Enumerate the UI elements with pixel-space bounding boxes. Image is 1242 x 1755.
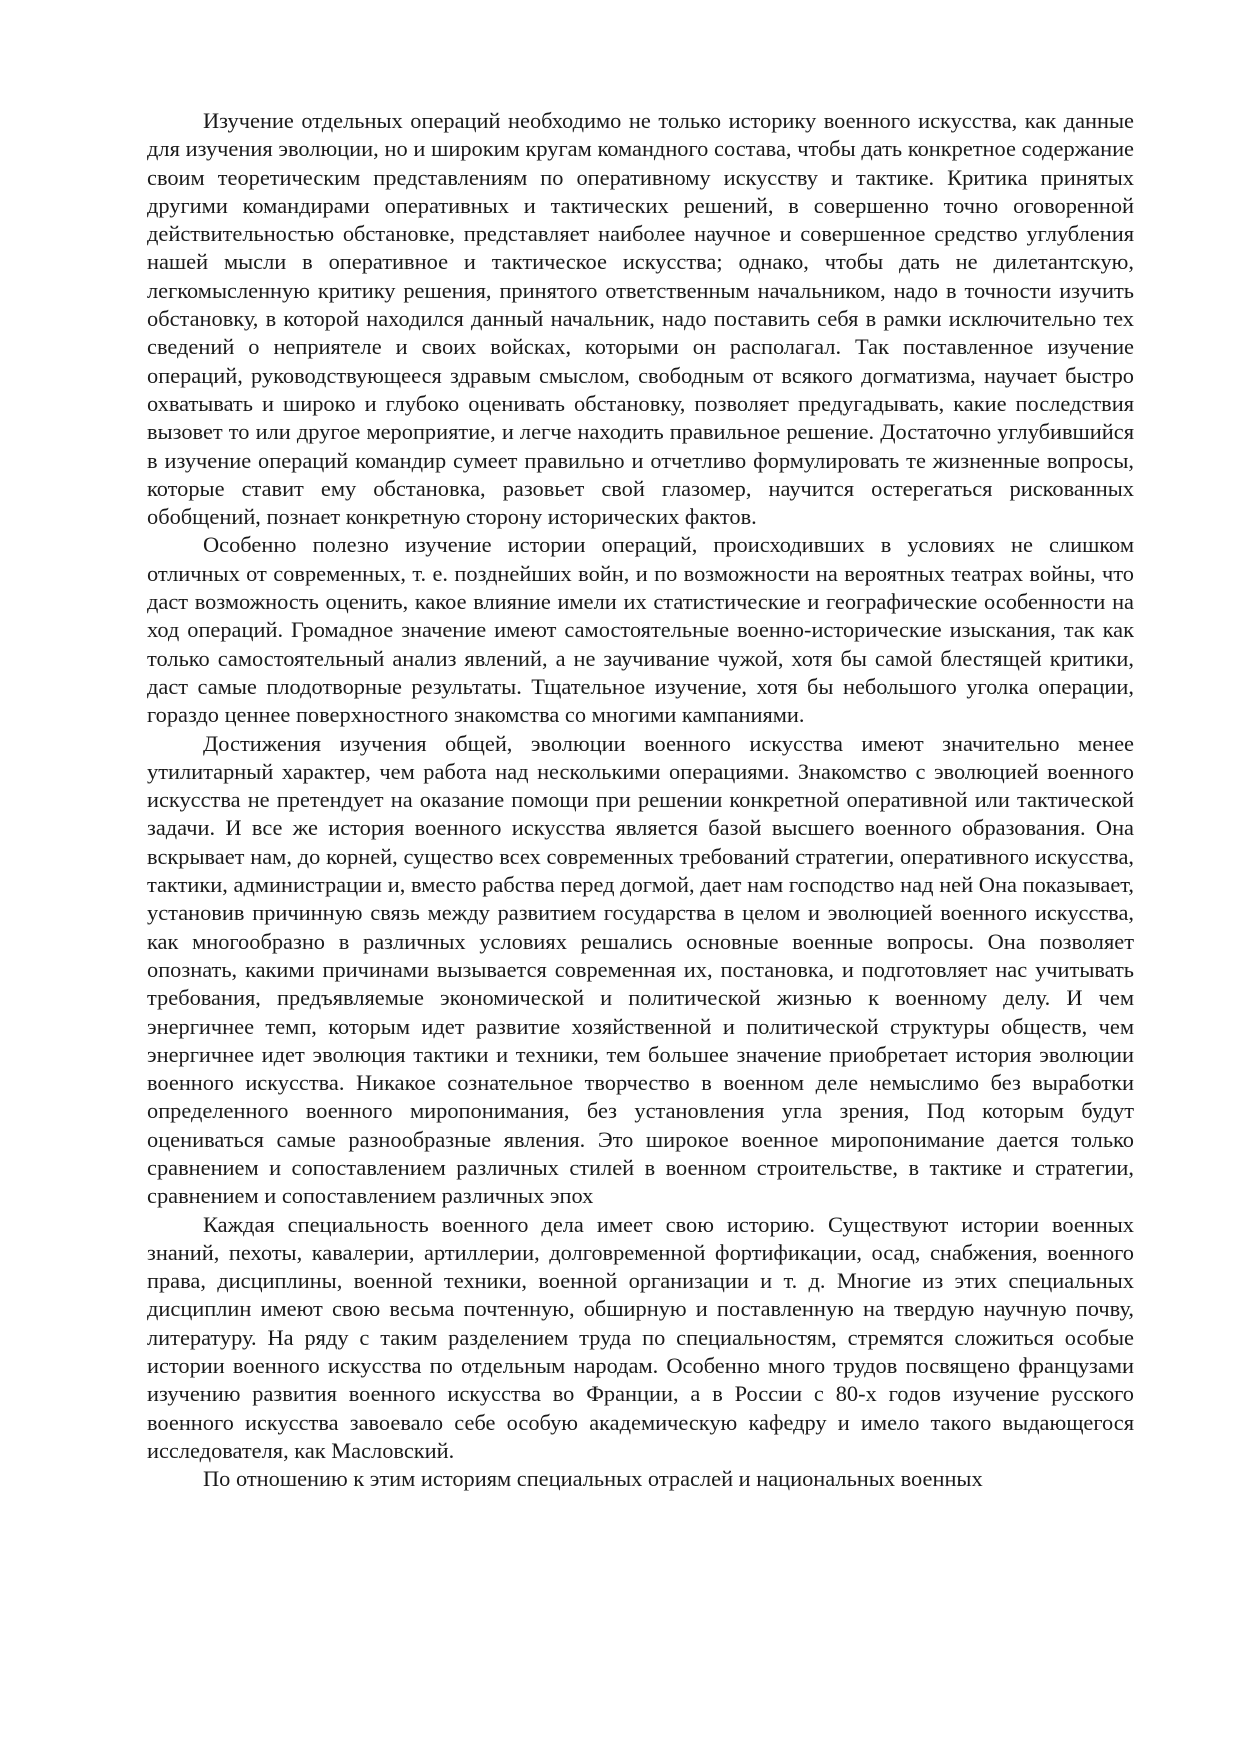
text-body — [147, 107, 1134, 1494]
paragraph: Каждая специальность военного дела имеет свою историю. Существуют истории военных знаний, пехоты, кавалерии, артиллерии, долговременной фортификации, осад, снабжения, военного права, дисциплины, военной техники, военной организации и т. д. Многие из этих специальных дисциплин имеют свою весьма почтенную, обширную и поставленную на твердую научную почву, литературу. На ряду с таким разделением труда по специальностям, стремятся сложиться особые истории военного искусства по отдельным народам. Особенно много трудов посвящено французами изучению развития военного искусства во Франции, а в России с 80-х годов изучение русского военного искусства завоевало себе особую академическую кафедру и имело такого выдающегося исследователя, как Масловский. — [147, 1211, 1134, 1463]
paragraph: Особенно полезно изучение истории операций, происходивших в условиях не слишком отличных от современных, т. е. позднейших войн, и по возможности на вероятных театрах войны, что даст возможность оценить, какое влияние имели их статистические и географические особенности на ход операций. Громадное значение имеют самостоятельные военно-исторические изыскания, так как только самостоятельный анализ явлений, а не заучивание чужой, хотя бы самой блестящей критики, даст самые плодотворные результаты. Тщательное изучение, хотя бы небольшого уголка операции, гораздо ценнее поверхностного знакомства со многими кампаниями. — [147, 532, 1134, 728]
paragraph: По отношению к этим историям специальных отраслей и национальных военных — [203, 1466, 983, 1492]
paragraph: Изучение отдельных операций необходимо не только историку военного искусства, как данные для изучения эволюции, но и широким кругам командного состава, чтобы дать конкретное содержание своим теоретическим представлениям по оперативному искусству и тактике. Критика принятых другими командирами оперативных и тактических решений, в совершенно точно оговоренной действительностью обстановке, представляет наиболее научное и совершенное средство углубления нашей мысли в оперативное и тактическое искусства; однако, чтобы дать не дилетантскую, легкомысленную критику решения, принятого ответственным начальником, надо в точности изучить обстановку, в которой находился данный начальник, надо поставить себя в рамки исключительно тех сведений о неприятеле и своих войсках, которыми он располагал. Так поставленное изучение операций, руководствующееся здравым смыслом, свободным от всякого догматизма, научает быстро охватывать и широко и глубоко оценивать обстановку, позволяет предугадывать, какие последствия вызовет то или другое мероприятие, и легче находить правильное решение. Достаточно углубившийся в изучение операций командир сумеет правильно и отчетливо формулировать те жизненные вопросы, которые ставит ему обстановка, разовьет свой глазомер, научится остерегаться рискованных обобщений, познает конкретную сторону исторических фактов. — [147, 108, 1134, 530]
paragraph: Достижения изучения общей, эволюции военного искусства имеют значительно менее утилитарный характер, чем работа над несколькими операциями. Знакомство с эволюцией военного искусства не претендует на оказание помощи при решении конкретной оперативной или тактической задачи. И все же история военного искусства является базой высшего военного образования. Она вскрывает нам, до корней, существо всех современных требований стратегии, оперативного искусства, тактики, администрации и, вместо рабства перед догмой, дает нам господство над ней Она показывает, установив причинную связь между развитием государства в целом и эволюцией военного искусства, как многообразно в различных условиях решались основные военные вопросы. Она позволяет опознать, какими причинами вызывается современная их, постановка, и подготовляет нас учитывать требования, предъявляемые экономической и политической жизнью к военному делу. И чем энергичнее темп, которым идет развитие хозяйственной и политической структуры обществ, чем энергичнее идет эволюция тактики и техники, тем большее значение приобретает история эволюции военного искусства. Никакое сознательное творчество в военном деле немыслимо без выработки определенного военного миропонимания, без установления угла зрения, Под которым будут оцениваться самые разнообразные явления. Это широкое военное миропонимание дается только сравнением и сопоставлением различных стилей в военном строительстве, в тактике и стратегии, сравнением и сопоставлением различных эпох — [147, 730, 1134, 1209]
